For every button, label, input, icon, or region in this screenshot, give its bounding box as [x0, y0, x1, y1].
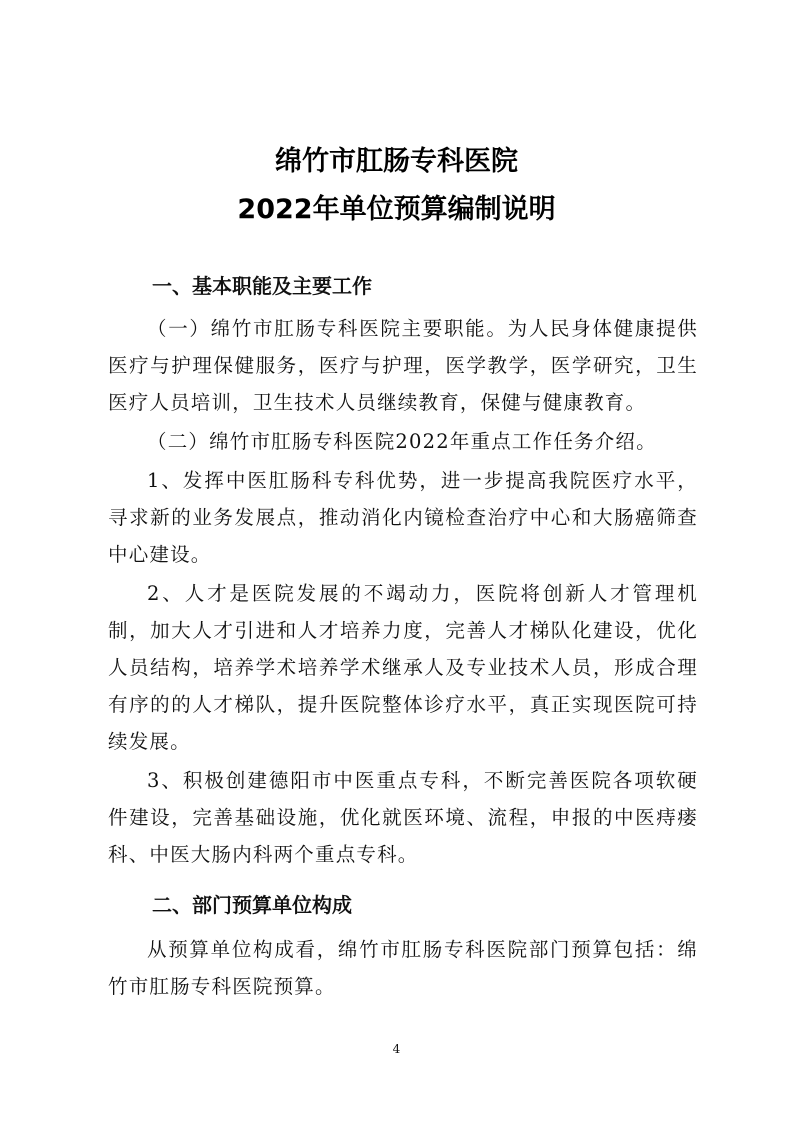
section-1-paragraph-2: （二）绵竹市肛肠专科医院2022年重点工作任务介绍。	[147, 430, 657, 453]
section-1-paragraph-5: 3、积极创建德阳市中医重点专科，不断完善医院各项软硬件建设，完善基础设施，优化就医环境、流程，申报的中医痔瘘科、中医大肠内科两个重点专科。	[108, 769, 698, 866]
page-number: 4	[392, 1042, 401, 1056]
section-1-paragraph-3: 1、发挥中医肛肠科专科优势，进一步提高我院医疗水平，寻求新的业务发展点，推动消化内镜检查治疗中心和大肠癌筛查中心建设。	[108, 469, 698, 566]
section-2-paragraph-1: 从预算单位构成看，绵竹市肛肠专科医院部门预算包括：绵竹市肛肠专科医院预算。	[108, 938, 698, 998]
section-1-heading: 一、基本职能及主要工作	[152, 274, 372, 298]
section-1-paragraph-1: （一）绵竹市肛肠专科医院主要职能。为人民身体健康提供医疗与护理保健服务，医疗与护理，医学教学，医学研究，卫生医疗人员培训，卫生技术人员继续教育，保健与健康教育。	[108, 317, 698, 414]
document-title	[0, 138, 793, 234]
title-line-1: 绵竹市肛肠专科医院	[275, 146, 518, 177]
title-line-2: 2022年单位预算编制说明	[237, 194, 556, 225]
section-1-paragraph-4: 2、人才是医院发展的不竭动力，医院将创新人才管理机制，加大人才引进和人才培养力度，完善人才梯队化建设，优化人员结构，培养学术培养学术继承人及专业技术人员，形成合理有序的的人才梯队，提升医院整体诊疗水平，真正实现医院可持续发展。	[108, 582, 698, 753]
section-2-heading: 二、部门预算单位构成	[152, 893, 352, 917]
document-body	[108, 270, 698, 1005]
